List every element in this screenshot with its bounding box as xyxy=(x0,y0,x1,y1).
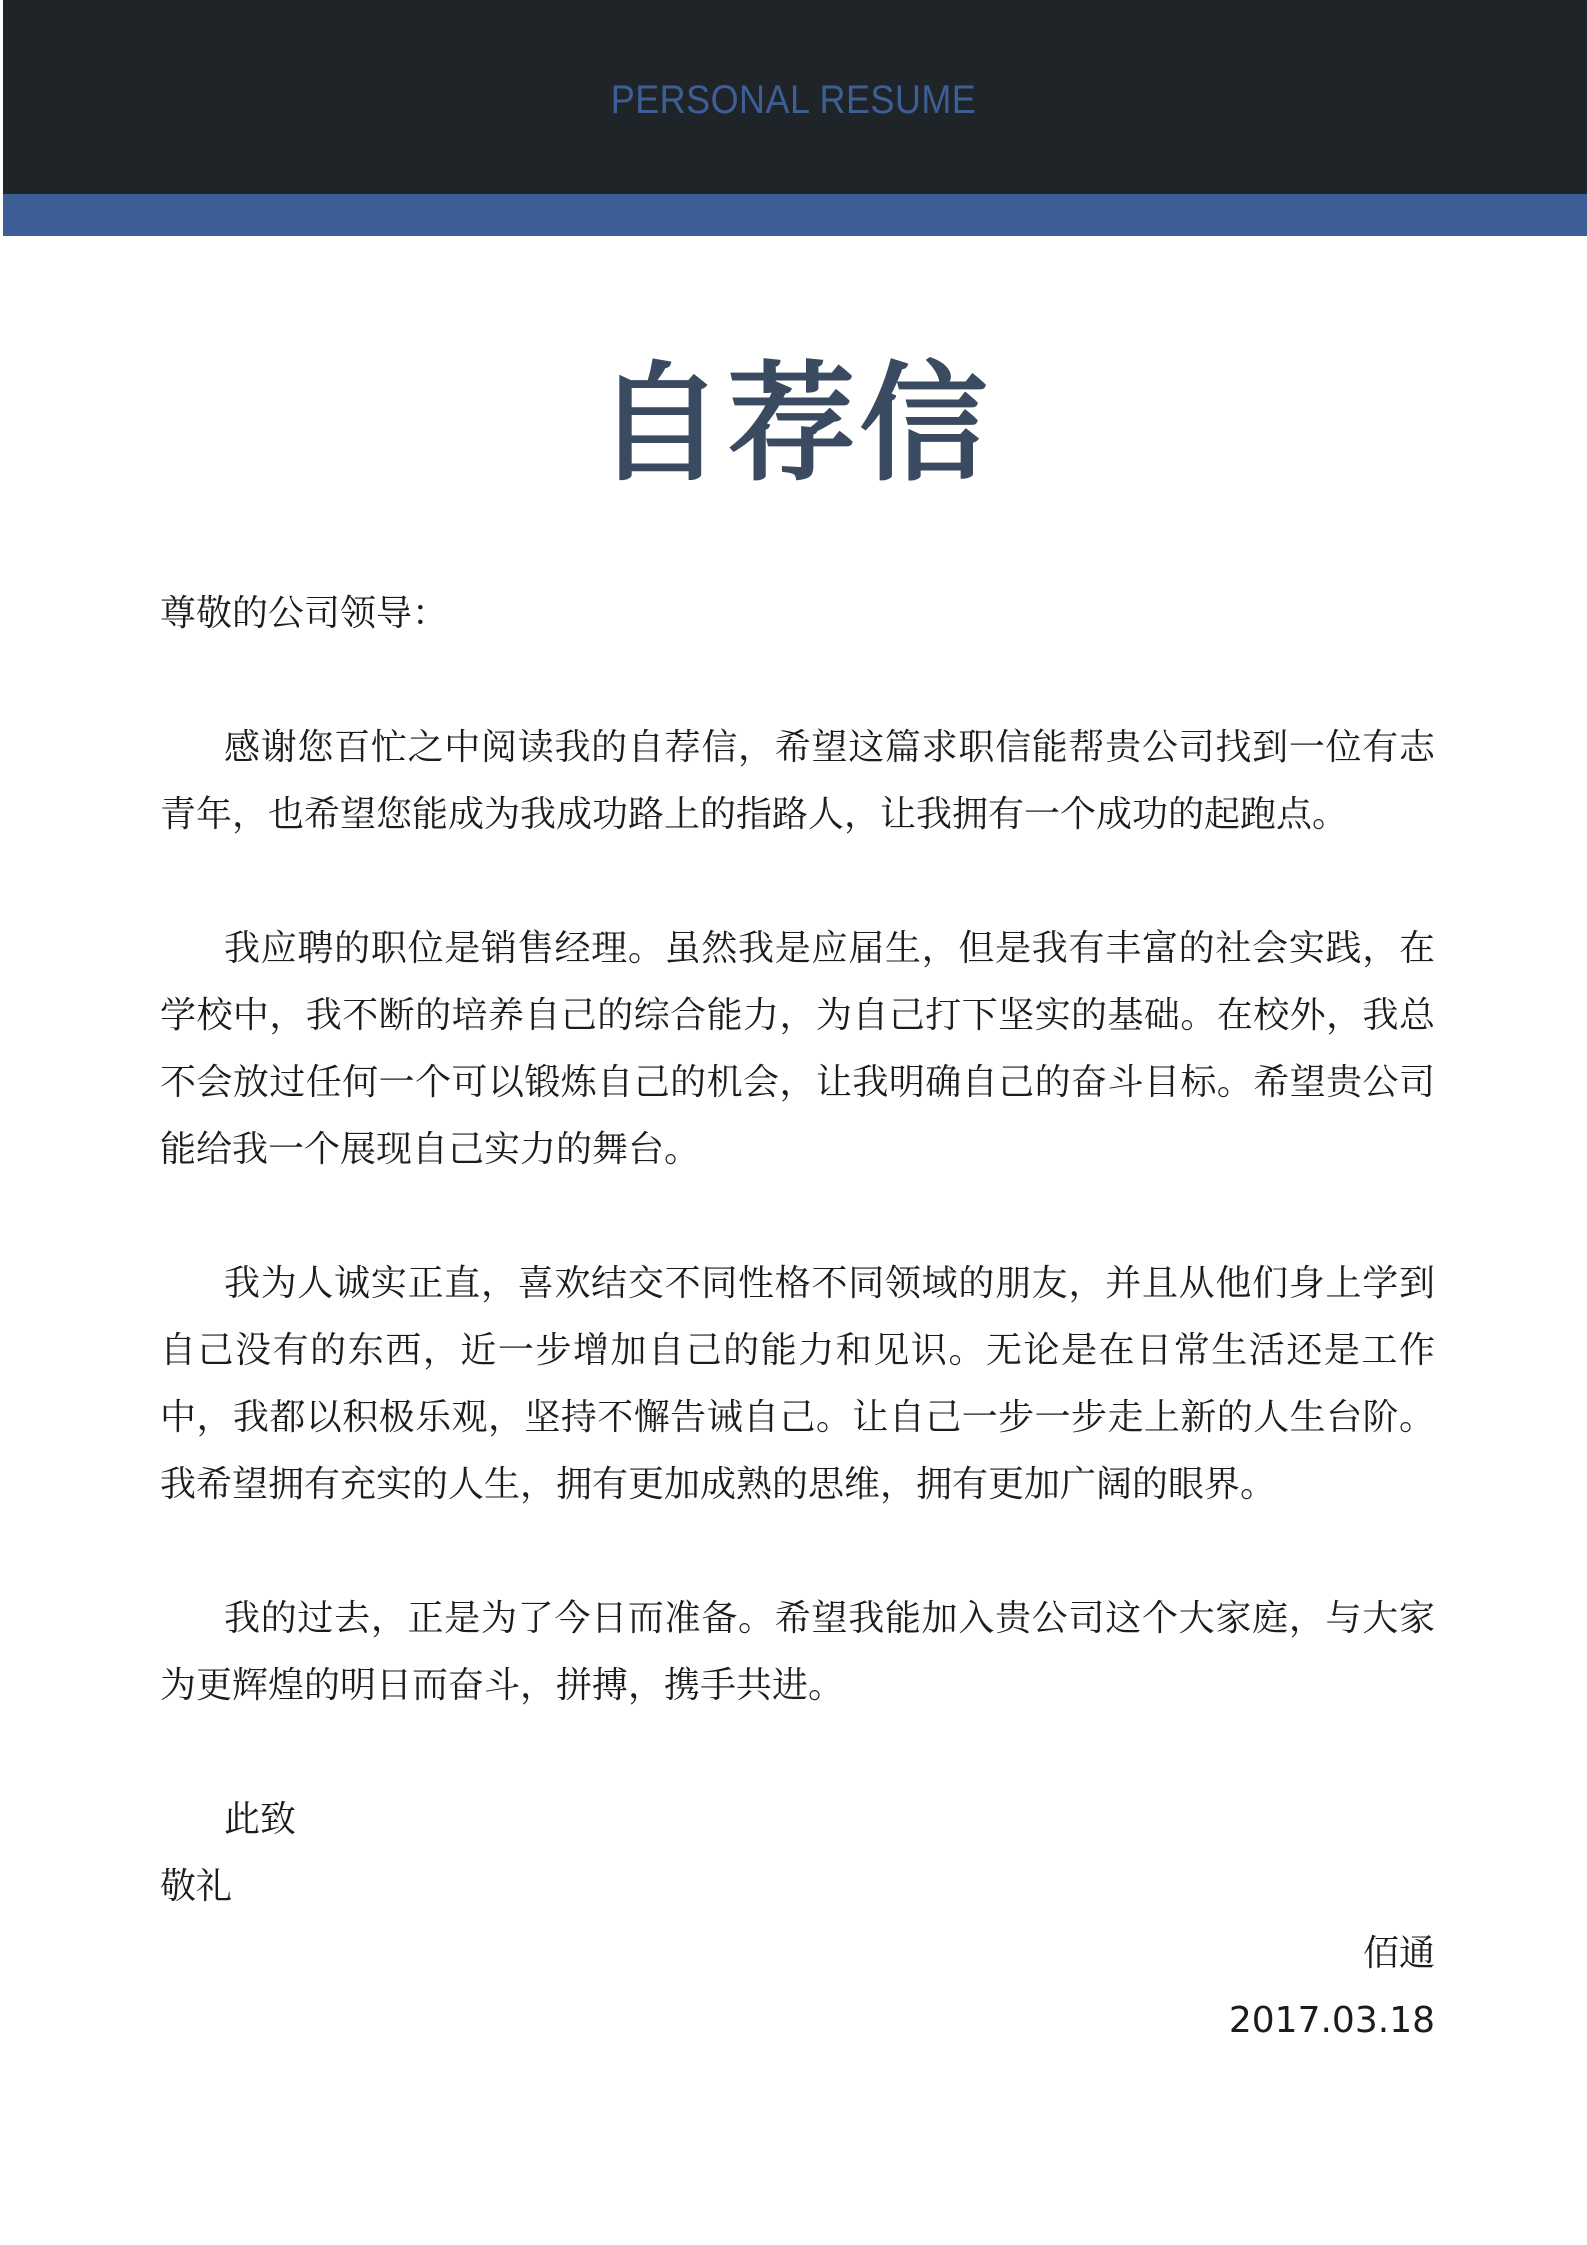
salutation: 尊敬的公司领导： xyxy=(160,593,449,634)
paragraph: 我为人诚实正直，喜欢结交不同性格不同领域的朋友，并且从他们身上学到自己没有的东西，近一步增加自己的能力和见识。无论是在日常生活还是工作中，我都以积极乐观，坚持不懈告诫自己。让自己一步一步走上新的人生台阶。我希望拥有充实的人生，拥有更加成熟的思维，拥有更加广阔的眼界。 xyxy=(160,1263,1435,1505)
accent-band xyxy=(3,194,1587,236)
signature-name: 佰通 xyxy=(1362,1933,1435,1974)
paragraph: 我应聘的职位是销售经理。虽然我是应届生，但是我有丰富的社会实践，在学校中，我不断的培养自己的综合能力，为自己打下坚实的基础。在校外，我总不会放过任何一个可以锻炼自己的机会，让我明确自己的奋斗目标。希望贵公司能给我一个展现自己实力的舞台。 xyxy=(160,928,1435,1170)
closing-line-1: 此致 xyxy=(224,1799,297,1840)
letter-title: 自荐信 xyxy=(595,350,992,499)
letter-body xyxy=(160,580,1435,2054)
closing-line-2: 敬礼 xyxy=(160,1866,233,1907)
header-title: PERSONAL RESUME xyxy=(610,78,977,122)
signature-date: 2017.03.18 xyxy=(1228,2000,1435,2041)
paragraph: 我的过去，正是为了今日而准备。希望我能加入贵公司这个大家庭，与大家为更辉煌的明日而奋斗，拼搏，携手共进。 xyxy=(160,1598,1435,1706)
paragraph: 感谢您百忙之中阅读我的自荐信，希望这篇求职信能帮贵公司找到一位有志青年，也希望您能成为我成功路上的指路人，让我拥有一个成功的起跑点。 xyxy=(160,727,1435,835)
